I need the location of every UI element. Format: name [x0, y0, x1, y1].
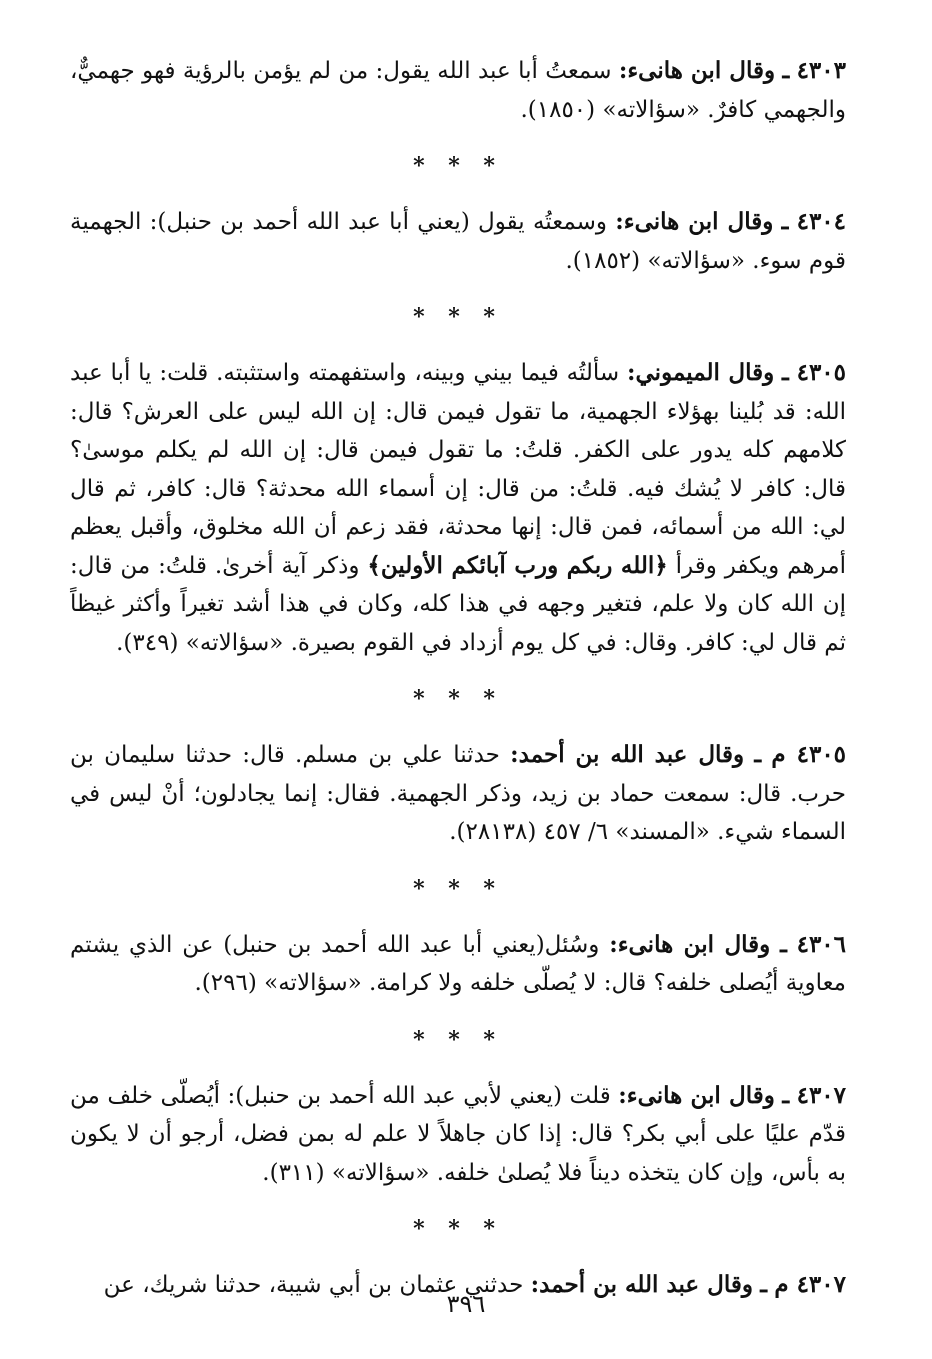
section-divider: * * *: [413, 304, 503, 330]
entry-text-continued: وذكر آية أخرىٰ. قلتُ: من قال: إن الله كان ولا علم، فتغير وجهه في هذا كله، وكان في هذا أشد تغيراً وأكثر غيظاً ثم قال لي: كافر. وقال: في كل يوم أزداد في القوم بصيرة. «سؤالاته» (٣٤٩).: [70, 552, 846, 656]
entry-speaker: وقال ابن هانىء:: [615, 208, 774, 235]
section-divider: * * *: [413, 153, 503, 179]
entry-text: سمعتُ أبا عبد الله يقول: من لم يؤمن بالرؤية فهو جهميٌّ، والجهمي كافرٌ. «سؤالاته» (١٨٥٠).: [70, 58, 846, 123]
entry-4307: [70, 1077, 846, 1193]
entry-number: ٤٣٠٥: [796, 359, 847, 386]
page-number: ٣٩٦: [446, 1290, 486, 1318]
entry-text: وسمعتُه يقول (يعني أبا عبد الله أحمد بن حنبل): الجهمية قوم سوء. «سؤالاته» (١٨٥٢).: [70, 209, 846, 274]
entry-text: حدثني عثمان بن أبي شيبة، حدثنا شريك، عن: [103, 1272, 524, 1298]
entry-number: ٤٣٠٤: [796, 208, 847, 235]
entry-speaker: وقال الميموني:: [627, 359, 775, 386]
section-divider: * * *: [413, 686, 503, 712]
section-divider: * * *: [413, 1026, 503, 1053]
quran-verse: ﴿الله ربكم ورب آبائكم الأولين﴾: [367, 551, 668, 579]
entry-4306: [70, 926, 846, 1003]
entry-number: ٤٣٠٧: [796, 1081, 847, 1109]
entry-text: وسُئل(يعني أبا عبد الله أحمد بن حنبل) عن الذي يشتم معاوية أيُصلى خلفه؟ قال: لا يُصلّى خلفه ولا كرامة. «سؤالاته» (٢٩٦).: [70, 931, 846, 996]
entry-4304: [70, 203, 846, 280]
entry-number: ٤٣٠٧ م: [774, 1271, 846, 1298]
entry-dash: ـ: [782, 57, 790, 84]
entry-4305: [70, 354, 846, 662]
entry-dash: ـ: [782, 1081, 790, 1109]
entry-number: ٤٣٠٥ م: [771, 741, 847, 768]
entry-dash: ـ: [754, 741, 762, 768]
section-divider: * * *: [413, 875, 503, 902]
entry-4303: [70, 52, 846, 129]
entry-dash: ـ: [780, 930, 787, 958]
entry-number: ٤٣٠٦: [796, 930, 847, 958]
entry-dash: ـ: [782, 359, 789, 386]
section-divider: * * *: [413, 1216, 503, 1242]
entry-speaker: وقال عبد الله بن أحمد:: [510, 741, 745, 768]
entry-speaker: وقال ابن هانىء:: [618, 57, 776, 84]
entry-speaker: وقال ابن هانىء:: [618, 1081, 775, 1109]
entry-dash: ـ: [781, 208, 789, 235]
entry-speaker: وقال عبد الله بن أحمد:: [530, 1271, 753, 1298]
entry-dash: ـ: [760, 1271, 768, 1298]
entry-text: سألتُه فيما بيني وبينه، واستفهمته واستثبته. قلت: يا أبا عبد الله: قد بُلينا بهؤلاء الجهمية، ما تقول فيمن قال: إن الله ليس على العرش؟ قال: كلامهم كله يدور على الكفر. قلتُ: ما تقول فيمن قال: إن الله لم يكلم موسىٰ؟ قال: كافر لا يُشك فيه. قلتُ: من قال: إن أسماء الله محدثة؟ قال: كافر، ثم قال لي: الله من أسمائه، فمن قال: إنها محدثة، فقد زعم أن الله مخلوق، وأقبل يعظم أمرهم ويكفر وقرأ: [70, 360, 846, 579]
entry-text: حدثنا علي بن مسلم. قال: حدثنا سليمان بن حرب. قال: سمعت حماد بن زيد، وذكر الجهمية. فقال: إنما يجادلون؛ أنْ ليس في السماء شيء. «المسند» ٦/ ٤٥٧ (٢٨١٣٨).: [70, 742, 846, 845]
entry-text: قلت (يعني لأبي عبد الله أحمد بن حنبل): أيُصلّى خلف من قدّم عليًا على أبي بكر؟ قال: إذا كان جاهلاً لا علم له بمن فضل، أرجو أن لا يكون به بأس، وإن كان يتخذه ديناً فلا يُصلىٰ خلفه. «سؤالاته» (٣١١).: [70, 1082, 846, 1186]
entry-number: ٤٣٠٣: [796, 57, 846, 84]
entry-speaker: وقال ابن هانىء:: [609, 930, 771, 958]
entry-4305m: [70, 736, 846, 852]
